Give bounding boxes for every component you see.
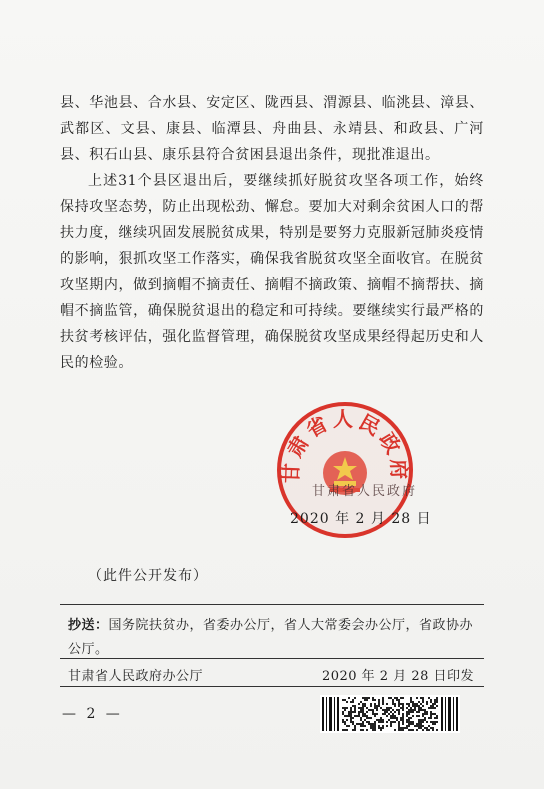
issuer-signature: 甘肃省人民政府	[312, 484, 418, 499]
paragraph-requirements: 上述31个县区退出后，要继续抓好脱贫攻坚各项工作，始终保持攻坚态势，防止出现松劲、懈怠。要加大对剩余贫困人口的帮扶力度，继续巩固发展脱贫成果，特别是要努力克服新冠肺炎疫情的影响，狠抓攻坚工作落实，确保我省脱贫攻坚全面收官。在脱贫攻坚期内，做到摘帽不摘责任、摘帽不摘政策、摘帽不摘帮扶、摘帽不摘监管，确保脱贫退出的稳定和可持续。要继续实行最严格的扶贫考核评估，强化监督管理，确保脱贫攻坚成果经得起历史和人民的检验。	[60, 173, 484, 371]
divider-middle	[60, 658, 484, 659]
divider-bottom	[60, 686, 484, 687]
public-release-note: （此件公开发布）	[88, 568, 208, 584]
copy-to-label: 抄送：	[68, 618, 109, 633]
paragraph-county-list: 县、华池县、合水县、安定区、陇西县、渭源县、临洮县、漳县、武都区、文县、康县、临潭县、舟曲县、永靖县、和政县、广河县、积石山县、康乐县符合贫困县退出条件，现批准退出。	[60, 95, 484, 163]
barcode-icon	[320, 695, 460, 733]
copy-to-recipients: 国务院扶贫办，省委办公厅，省人大常委会办公厅，省政协办公厅。	[68, 618, 474, 657]
issuing-office: 甘肃省人民政府办公厅	[68, 669, 204, 684]
seal-text: 甘肃省人民政府	[278, 407, 412, 484]
issue-date: 2020 年 2 月 28 日	[290, 511, 432, 527]
copy-to-section	[68, 614, 478, 662]
print-date: 2020 年 2 月 28 日印发	[321, 669, 474, 684]
divider-top	[60, 604, 484, 605]
document-body	[60, 90, 484, 376]
page-number: — 2 —	[62, 706, 123, 722]
